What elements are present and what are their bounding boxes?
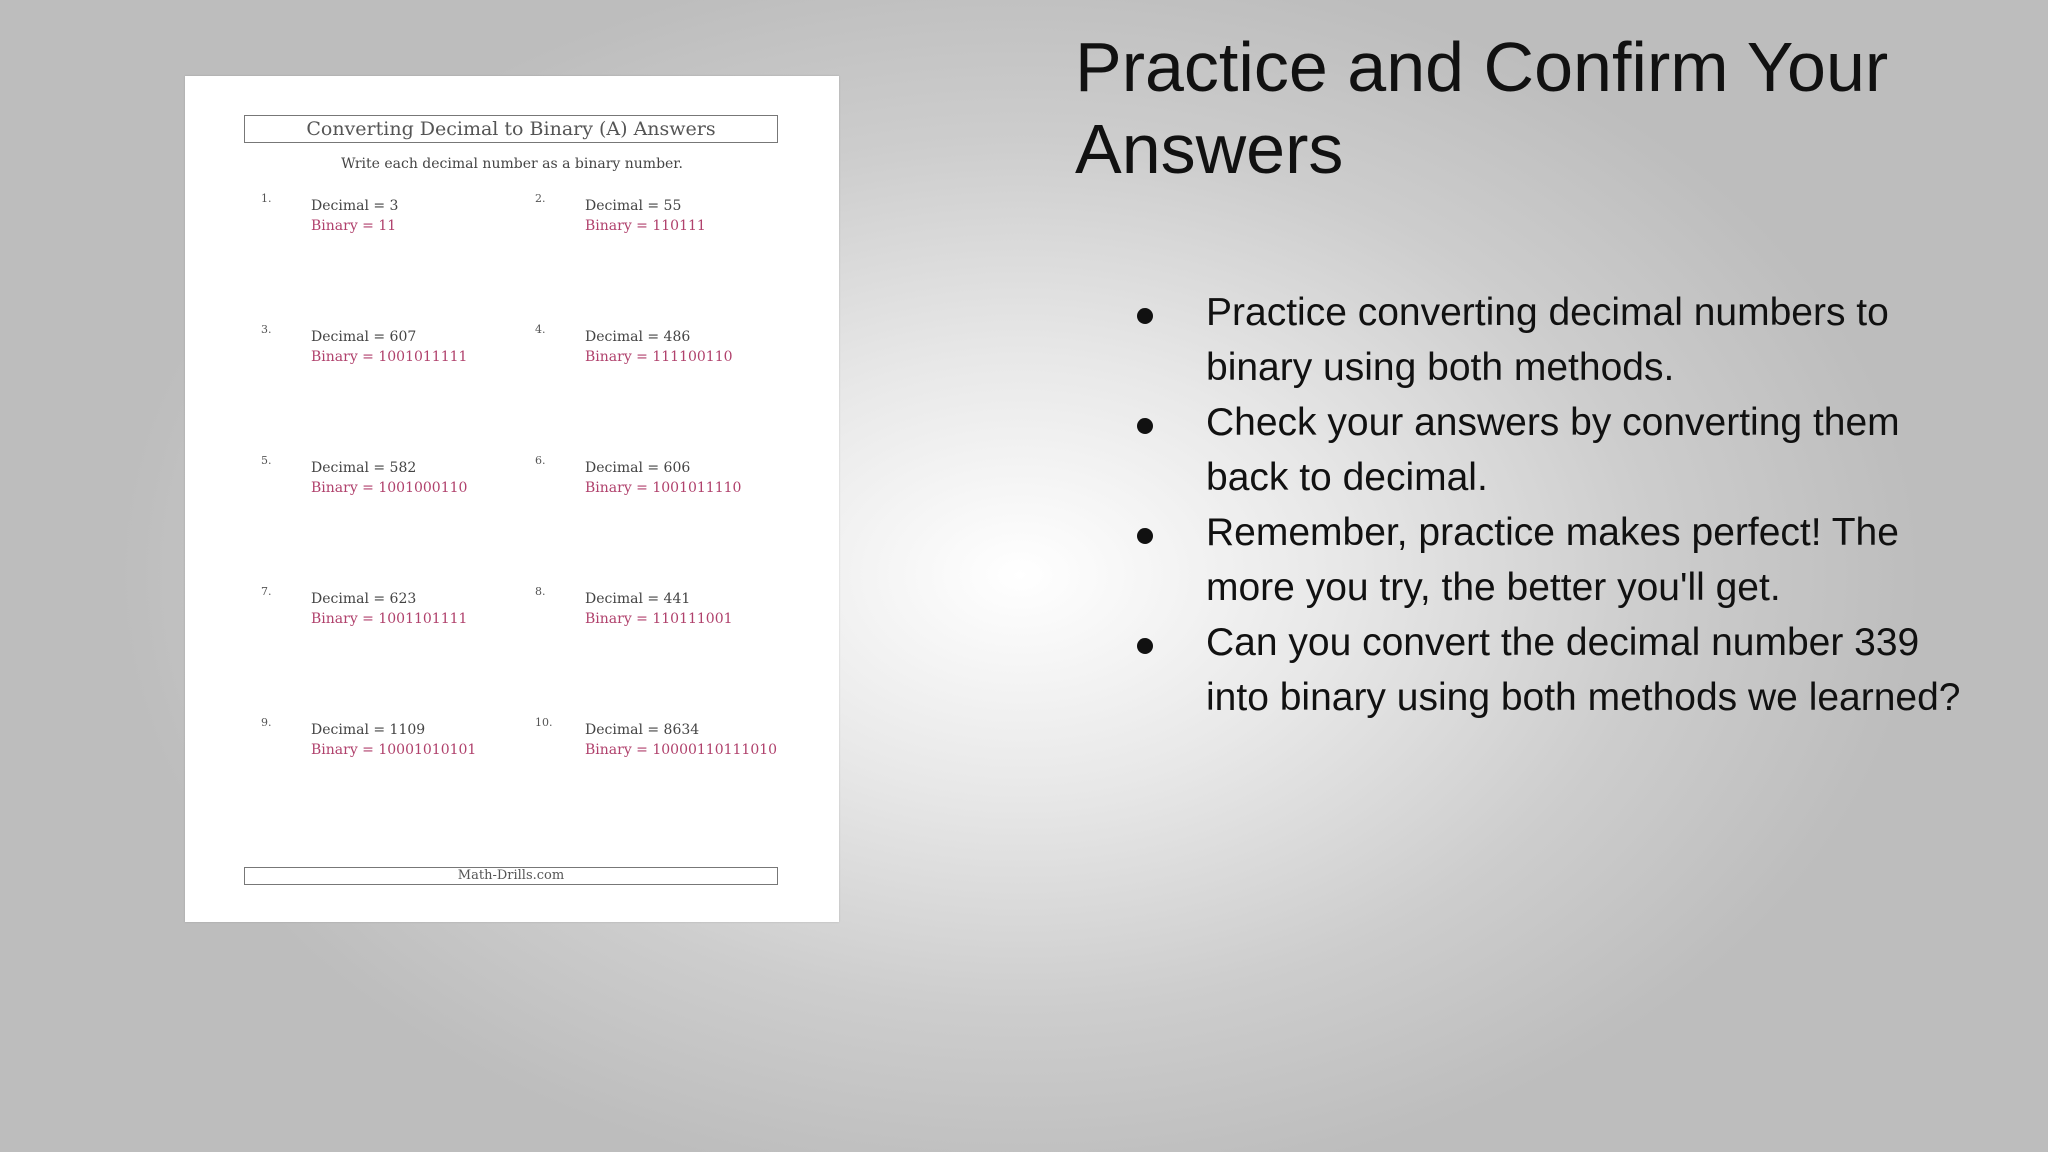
bullet-text: Check your answers by converting them back to decimal. [1206,401,1900,499]
problem-1 [261,192,511,248]
problem-number: 3. [261,323,272,336]
problem-binary: Binary = 110111 [585,218,706,234]
bullet-dot-icon [1137,308,1153,324]
problem-decimal: Decimal = 623 [311,591,417,607]
problem-7 [261,585,511,641]
problem-number: 7. [261,585,272,598]
problem-decimal: Decimal = 3 [311,198,399,214]
problem-number: 10. [535,716,553,729]
worksheet-instructions: Write each decimal number as a binary number. [341,156,683,172]
problem-number: 1. [261,192,272,205]
bullet-item [1075,395,1975,505]
problem-binary: Binary = 1001011110 [585,480,742,496]
problem-decimal: Decimal = 8634 [585,722,700,738]
problem-binary: Binary = 110111001 [585,611,733,627]
problem-decimal: Decimal = 486 [585,329,691,345]
bullet-dot-icon [1137,418,1153,434]
problem-decimal: Decimal = 582 [311,460,417,476]
bullet-item [1075,505,1975,615]
bullet-item [1075,285,1975,395]
bullet-dot-icon [1137,638,1153,654]
problem-5 [261,454,511,510]
problem-decimal: Decimal = 1109 [311,722,426,738]
problem-6 [535,454,785,510]
problem-10 [535,716,785,772]
problem-binary: Binary = 11 [311,218,397,234]
bullet-text: Can you convert the decimal number 339 into binary using both methods we learned? [1206,621,1961,719]
bullet-text: Remember, practice makes perfect! The more you try, the better you'll get. [1206,511,1899,609]
problem-2 [535,192,785,248]
problem-binary: Binary = 1001101111 [311,611,468,627]
bullet-text: Practice converting decimal numbers to binary using both methods. [1206,291,1889,389]
worksheet-title: Converting Decimal to Binary (A) Answers [244,115,778,143]
worksheet-footer: Math-Drills.com [244,867,778,885]
problem-decimal: Decimal = 55 [585,198,682,214]
problem-8 [535,585,785,641]
problem-number: 2. [535,192,546,205]
problem-number: 5. [261,454,272,467]
problem-9 [261,716,511,772]
problem-number: 6. [535,454,546,467]
problem-number: 4. [535,323,546,336]
slide-title: Practice and Confirm Your Answers [1075,28,1889,188]
problem-binary: Binary = 1001011111 [311,349,468,365]
bullet-item [1075,615,1975,725]
problem-decimal: Decimal = 606 [585,460,691,476]
worksheet-image [185,76,839,922]
problem-number: 8. [535,585,546,598]
problem-number: 9. [261,716,272,729]
problem-binary: Binary = 1001000110 [311,480,468,496]
problem-4 [535,323,785,379]
problem-binary: Binary = 111100110 [585,349,733,365]
problem-binary: Binary = 10001010101 [311,742,477,758]
problem-decimal: Decimal = 441 [585,591,691,607]
bullet-list [1075,285,1975,725]
problem-3 [261,323,511,379]
problem-decimal: Decimal = 607 [311,329,417,345]
problem-binary: Binary = 10000110111010 [585,742,778,758]
bullet-dot-icon [1137,528,1153,544]
